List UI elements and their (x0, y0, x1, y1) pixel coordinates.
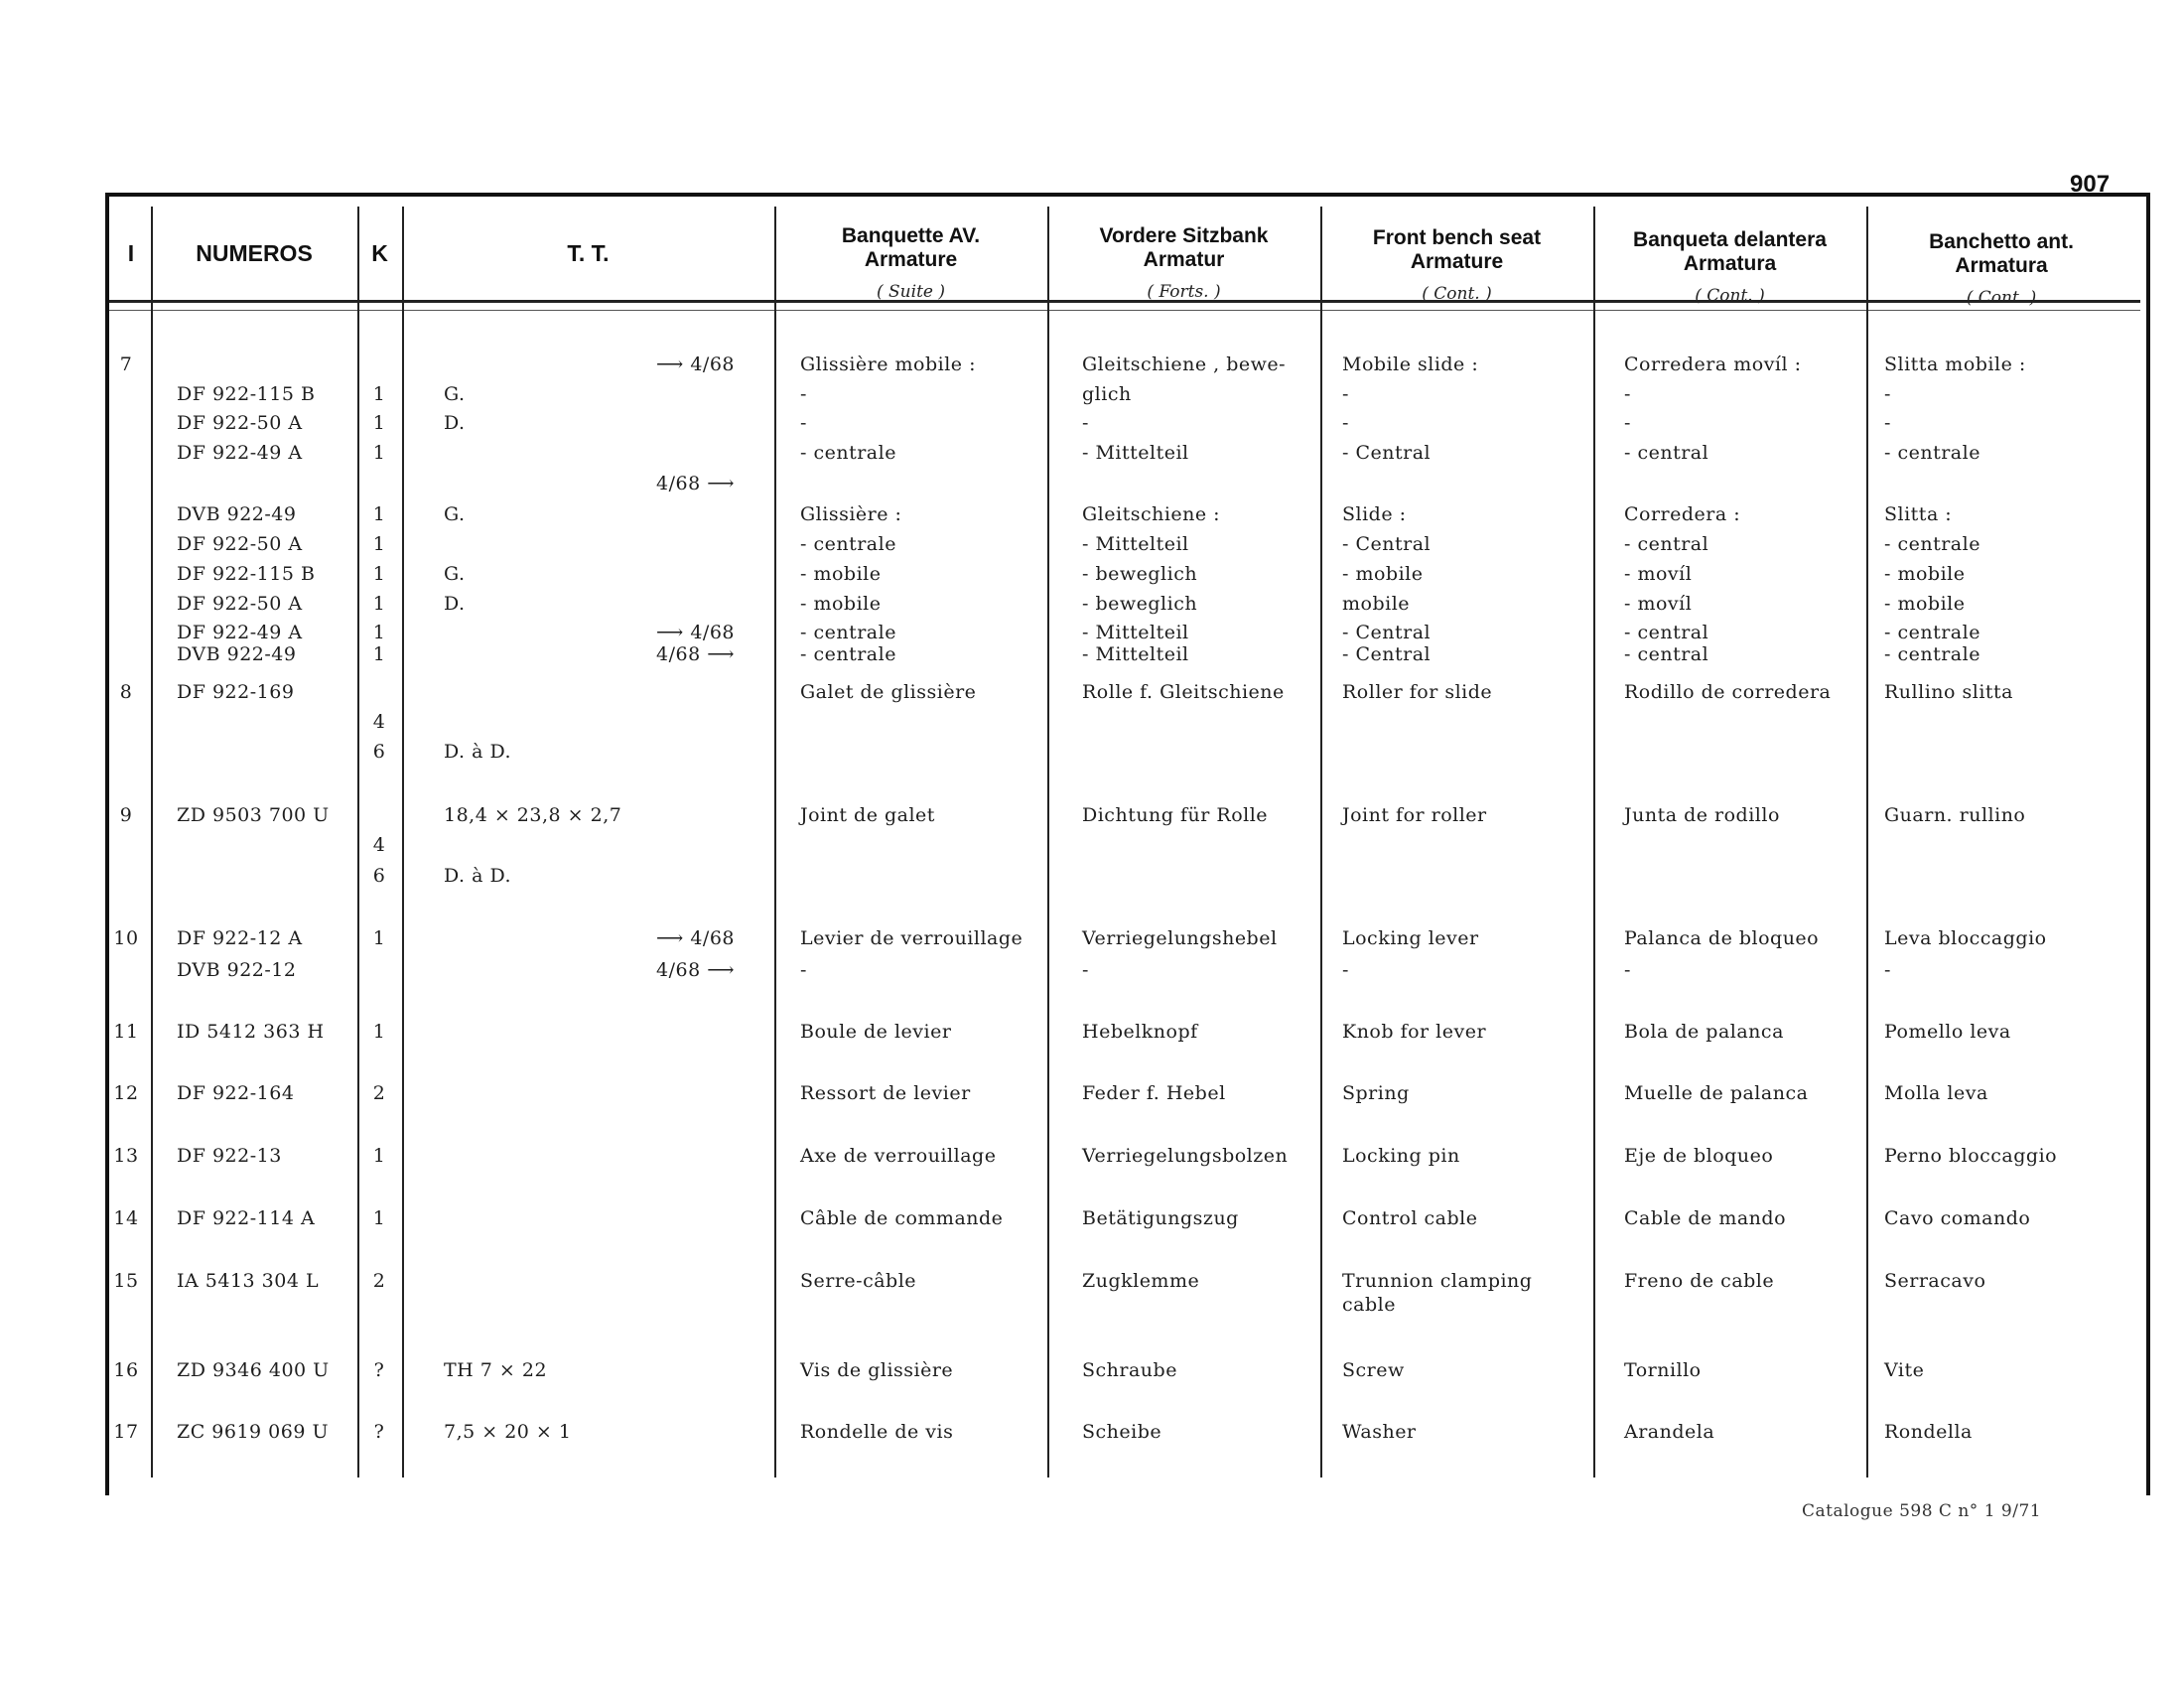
part-number: ZC 9619 069 U (177, 1421, 329, 1443)
desc-french: Serre-câble (800, 1270, 917, 1292)
desc-german: - Mittelteil (1082, 643, 1189, 665)
header-spanish-note: ( Cont. ) (1695, 286, 1765, 306)
item-index: 16 (113, 1359, 139, 1381)
column-divider (1047, 207, 1049, 1477)
desc-german: - (1082, 412, 1089, 434)
desc-french: Câble de commande (800, 1207, 1004, 1229)
desc-french: - centrale (800, 442, 896, 464)
desc-german: Rolle f. Gleitschiene (1082, 681, 1285, 703)
desc-german: Dichtung für Rolle (1082, 804, 1269, 826)
quantity: 1 (372, 412, 386, 434)
item-index: 13 (113, 1145, 139, 1167)
desc-french: Levier de verrouillage (800, 927, 1024, 949)
header-divider-thin (109, 310, 2140, 311)
quantity: 1 (372, 383, 386, 405)
header-spanish-subtitle: Armatura (1683, 252, 1777, 275)
column-divider (1593, 207, 1595, 1477)
tech-spec: D. (444, 593, 466, 615)
quantity: 4 (372, 711, 386, 733)
part-number: DF 922-164 (177, 1082, 295, 1104)
header-italian-title: Banchetto ant. (1929, 230, 2074, 253)
tech-spec: D. à D. (444, 741, 512, 763)
part-number: DF 922-115 B (177, 383, 316, 405)
desc-italian: Guarn. rullino (1884, 804, 2026, 826)
column-divider (1866, 207, 1868, 1477)
desc-english: Slide : (1342, 503, 1407, 525)
header-french (774, 224, 1047, 302)
desc-spanish: - central (1624, 622, 1709, 643)
desc-french: - centrale (800, 622, 896, 643)
desc-spanish: Tornillo (1624, 1359, 1702, 1381)
desc-italian: Pomello leva (1884, 1021, 2011, 1043)
desc-spanish: - (1624, 383, 1631, 405)
desc-italian: - centrale (1884, 442, 1980, 464)
desc-english: mobile (1342, 593, 1411, 615)
desc-english: - (1342, 412, 1349, 434)
header-italian-subtitle: Armatura (1955, 254, 2048, 277)
quantity: 1 (372, 533, 386, 555)
part-number: DF 922-115 B (177, 563, 316, 585)
header-english-note: ( Cont. ) (1422, 284, 1492, 304)
part-number: DF 922-169 (177, 681, 295, 703)
desc-english: Screw (1342, 1359, 1405, 1381)
desc-english: - Central (1342, 533, 1432, 555)
desc-english: - (1342, 959, 1349, 981)
header-i: I (127, 240, 135, 266)
desc-italian: Rullino slitta (1884, 681, 2013, 703)
desc-italian: Serracavo (1884, 1270, 1986, 1292)
date-change: 4/68 ⟶ (656, 643, 735, 665)
date-change: ⟶ 4/68 (656, 622, 735, 643)
header-french-title: Banquette AV. (841, 224, 981, 247)
desc-english: Mobile slide : (1342, 353, 1479, 375)
desc-french: - (800, 383, 807, 405)
desc-english: Spring (1342, 1082, 1410, 1104)
desc-german: - beweglich (1082, 593, 1198, 615)
date-change: 4/68 ⟶ (656, 473, 735, 494)
desc-german: glich (1082, 383, 1132, 405)
desc-french: Glissière mobile : (800, 353, 976, 375)
quantity: 1 (372, 622, 386, 643)
page-number: 907 (2070, 171, 2111, 198)
desc-german: - beweglich (1082, 563, 1198, 585)
desc-spanish: Arandela (1624, 1421, 1715, 1443)
desc-spanish: - central (1624, 533, 1709, 555)
desc-english: Locking lever (1342, 927, 1479, 949)
desc-german: - Mittelteil (1082, 622, 1189, 643)
desc-english: Control cable (1342, 1207, 1478, 1229)
tech-spec: 7,5 × 20 × 1 (444, 1421, 572, 1443)
header-italian (1866, 230, 2136, 308)
desc-spanish: Rodillo de corredera (1624, 681, 1832, 703)
part-number: ZD 9503 700 U (177, 804, 330, 826)
desc-italian: Vite (1884, 1359, 1925, 1381)
desc-german: Gleitschiene : (1082, 503, 1221, 525)
quantity: 2 (372, 1270, 386, 1292)
tech-spec: G. (444, 383, 466, 405)
quantity: 6 (372, 865, 386, 887)
header-tt: T. T. (567, 240, 610, 266)
desc-italian: - mobile (1884, 593, 1966, 615)
desc-french: - mobile (800, 593, 882, 615)
header-italian-note: ( Cont. ) (1966, 288, 2037, 308)
header-spanish-title: Banqueta delantera (1633, 228, 1827, 251)
header-k: K (371, 240, 388, 266)
desc-italian: Slitta mobile : (1884, 353, 2026, 375)
header-spanish (1593, 228, 1866, 306)
desc-german: Verriegelungsbolzen (1082, 1145, 1289, 1167)
part-number: DF 922-12 A (177, 927, 303, 949)
desc-german: - Mittelteil (1082, 533, 1189, 555)
part-number: DF 922-114 A (177, 1207, 316, 1229)
desc-french: Ressort de levier (800, 1082, 971, 1104)
column-divider (1320, 207, 1322, 1477)
desc-italian: - (1884, 412, 1891, 434)
desc-spanish: Freno de cable (1624, 1270, 1775, 1292)
desc-french: Galet de glissière (800, 681, 977, 703)
quantity: ? (373, 1421, 385, 1443)
header-french-subtitle: Armature (864, 248, 958, 271)
desc-spanish: Junta de rodillo (1624, 804, 1780, 826)
header-french-note: ( Suite ) (877, 282, 945, 302)
desc-french: Boule de levier (800, 1021, 952, 1043)
item-index: 11 (113, 1021, 139, 1043)
desc-spanish: - movíl (1624, 563, 1693, 585)
date-change: 4/68 ⟶ (656, 959, 735, 981)
desc-spanish: - central (1624, 643, 1709, 665)
desc-french: Joint de galet (800, 804, 935, 826)
item-index: 8 (119, 681, 133, 703)
quantity: 1 (372, 1145, 386, 1167)
desc-english: cable (1342, 1294, 1396, 1316)
desc-german: Schraube (1082, 1359, 1177, 1381)
desc-german: - Mittelteil (1082, 442, 1189, 464)
desc-italian: - centrale (1884, 622, 1980, 643)
desc-german: Scheibe (1082, 1421, 1162, 1443)
tech-spec: D. à D. (444, 865, 512, 887)
column-divider (151, 207, 153, 1477)
header-english (1320, 226, 1593, 304)
desc-spanish: Corredera movíl : (1624, 353, 1802, 375)
desc-english: - (1342, 383, 1349, 405)
desc-spanish: Palanca de bloqueo (1624, 927, 1820, 949)
date-change: ⟶ 4/68 (656, 353, 735, 375)
header-english-subtitle: Armature (1410, 250, 1504, 273)
header-numeros: NUMEROS (196, 240, 313, 266)
desc-french: - centrale (800, 643, 896, 665)
desc-english: - Central (1342, 622, 1432, 643)
desc-spanish: Bola de palanca (1624, 1021, 1784, 1043)
part-number: DF 922-13 (177, 1145, 282, 1167)
quantity: 1 (372, 1207, 386, 1229)
tech-spec: G. (444, 503, 466, 525)
item-index: 14 (113, 1207, 139, 1229)
desc-english: Roller for slide (1342, 681, 1493, 703)
desc-italian: - centrale (1884, 533, 1980, 555)
part-number: DVB 922-49 (177, 643, 297, 665)
part-number: ZD 9346 400 U (177, 1359, 330, 1381)
catalogue-footer: Catalogue 598 C n° 1 9/71 (1802, 1501, 2042, 1521)
item-index: 15 (113, 1270, 139, 1292)
desc-spanish: Eje de bloqueo (1624, 1145, 1774, 1167)
header-german (1047, 224, 1320, 302)
desc-spanish: - movíl (1624, 593, 1693, 615)
column-divider (402, 207, 404, 1477)
quantity: 1 (372, 442, 386, 464)
desc-french: - centrale (800, 533, 896, 555)
quantity: ? (373, 1359, 385, 1381)
item-index: 12 (113, 1082, 139, 1104)
part-number: ID 5412 363 H (177, 1021, 325, 1043)
desc-english: Joint for roller (1342, 804, 1487, 826)
desc-italian: - mobile (1884, 563, 1966, 585)
quantity: 1 (372, 643, 386, 665)
part-number: DF 922-50 A (177, 533, 303, 555)
quantity: 1 (372, 1021, 386, 1043)
desc-german: Gleitschiene , bewe- (1082, 353, 1287, 375)
desc-french: - (800, 959, 807, 981)
desc-german: Zugklemme (1082, 1270, 1200, 1292)
desc-spanish: - (1624, 412, 1631, 434)
item-index: 9 (119, 804, 133, 826)
tech-spec: G. (444, 563, 466, 585)
desc-italian: Leva bloccaggio (1884, 927, 2047, 949)
tech-spec: TH 7 × 22 (444, 1359, 548, 1381)
desc-german: - (1082, 959, 1089, 981)
quantity: 6 (372, 741, 386, 763)
desc-german: Verriegelungshebel (1082, 927, 1278, 949)
part-number: DF 922-49 A (177, 442, 303, 464)
quantity: 1 (372, 563, 386, 585)
quantity: 2 (372, 1082, 386, 1104)
desc-french: Rondelle de vis (800, 1421, 954, 1443)
quantity: 1 (372, 593, 386, 615)
desc-italian: Perno bloccaggio (1884, 1145, 2058, 1167)
desc-english: - Central (1342, 643, 1432, 665)
desc-english: - mobile (1342, 563, 1424, 585)
date-change: ⟶ 4/68 (656, 927, 735, 949)
desc-english: Trunnion clamping (1342, 1270, 1533, 1292)
desc-spanish: Cable de mando (1624, 1207, 1787, 1229)
item-index: 10 (113, 927, 139, 949)
desc-spanish: Corredera : (1624, 503, 1741, 525)
part-number: DF 922-49 A (177, 622, 303, 643)
desc-french: Vis de glissière (800, 1359, 954, 1381)
part-number: DF 922-50 A (177, 593, 303, 615)
desc-italian: - (1884, 959, 1891, 981)
header-german-note: ( Forts. ) (1147, 282, 1221, 302)
tech-spec: D. (444, 412, 466, 434)
desc-french: Glissière : (800, 503, 902, 525)
desc-english: Knob for lever (1342, 1021, 1487, 1043)
desc-spanish: - (1624, 959, 1631, 981)
tech-spec: 18,4 × 23,8 × 2,7 (444, 804, 622, 826)
quantity: 1 (372, 503, 386, 525)
desc-german: Betätigungszug (1082, 1207, 1239, 1229)
header-german-title: Vordere Sitzbank (1099, 224, 1269, 247)
item-index: 17 (113, 1421, 139, 1443)
desc-italian: Rondella (1884, 1421, 1973, 1443)
desc-italian: - centrale (1884, 643, 1980, 665)
quantity: 1 (372, 927, 386, 949)
desc-english: Locking pin (1342, 1145, 1460, 1167)
desc-french: - mobile (800, 563, 882, 585)
desc-italian: Slitta : (1884, 503, 1953, 525)
header-german-subtitle: Armatur (1143, 248, 1225, 271)
desc-french: - (800, 412, 807, 434)
desc-english: - Central (1342, 442, 1432, 464)
part-number: IA 5413 304 L (177, 1270, 320, 1292)
part-number: DF 922-50 A (177, 412, 303, 434)
header-english-title: Front bench seat (1372, 226, 1542, 249)
desc-german: Feder f. Hebel (1082, 1082, 1226, 1104)
quantity: 4 (372, 834, 386, 856)
part-number: DVB 922-12 (177, 959, 297, 981)
desc-spanish: - central (1624, 442, 1709, 464)
desc-french: Axe de verrouillage (800, 1145, 997, 1167)
desc-italian: Cavo comando (1884, 1207, 2031, 1229)
part-number: DVB 922-49 (177, 503, 297, 525)
column-divider (774, 207, 776, 1477)
desc-english: Washer (1342, 1421, 1417, 1443)
desc-italian: Molla leva (1884, 1082, 1988, 1104)
item-index: 7 (119, 353, 133, 375)
desc-spanish: Muelle de palanca (1624, 1082, 1809, 1104)
desc-italian: - (1884, 383, 1891, 405)
desc-german: Hebelknopf (1082, 1021, 1198, 1043)
